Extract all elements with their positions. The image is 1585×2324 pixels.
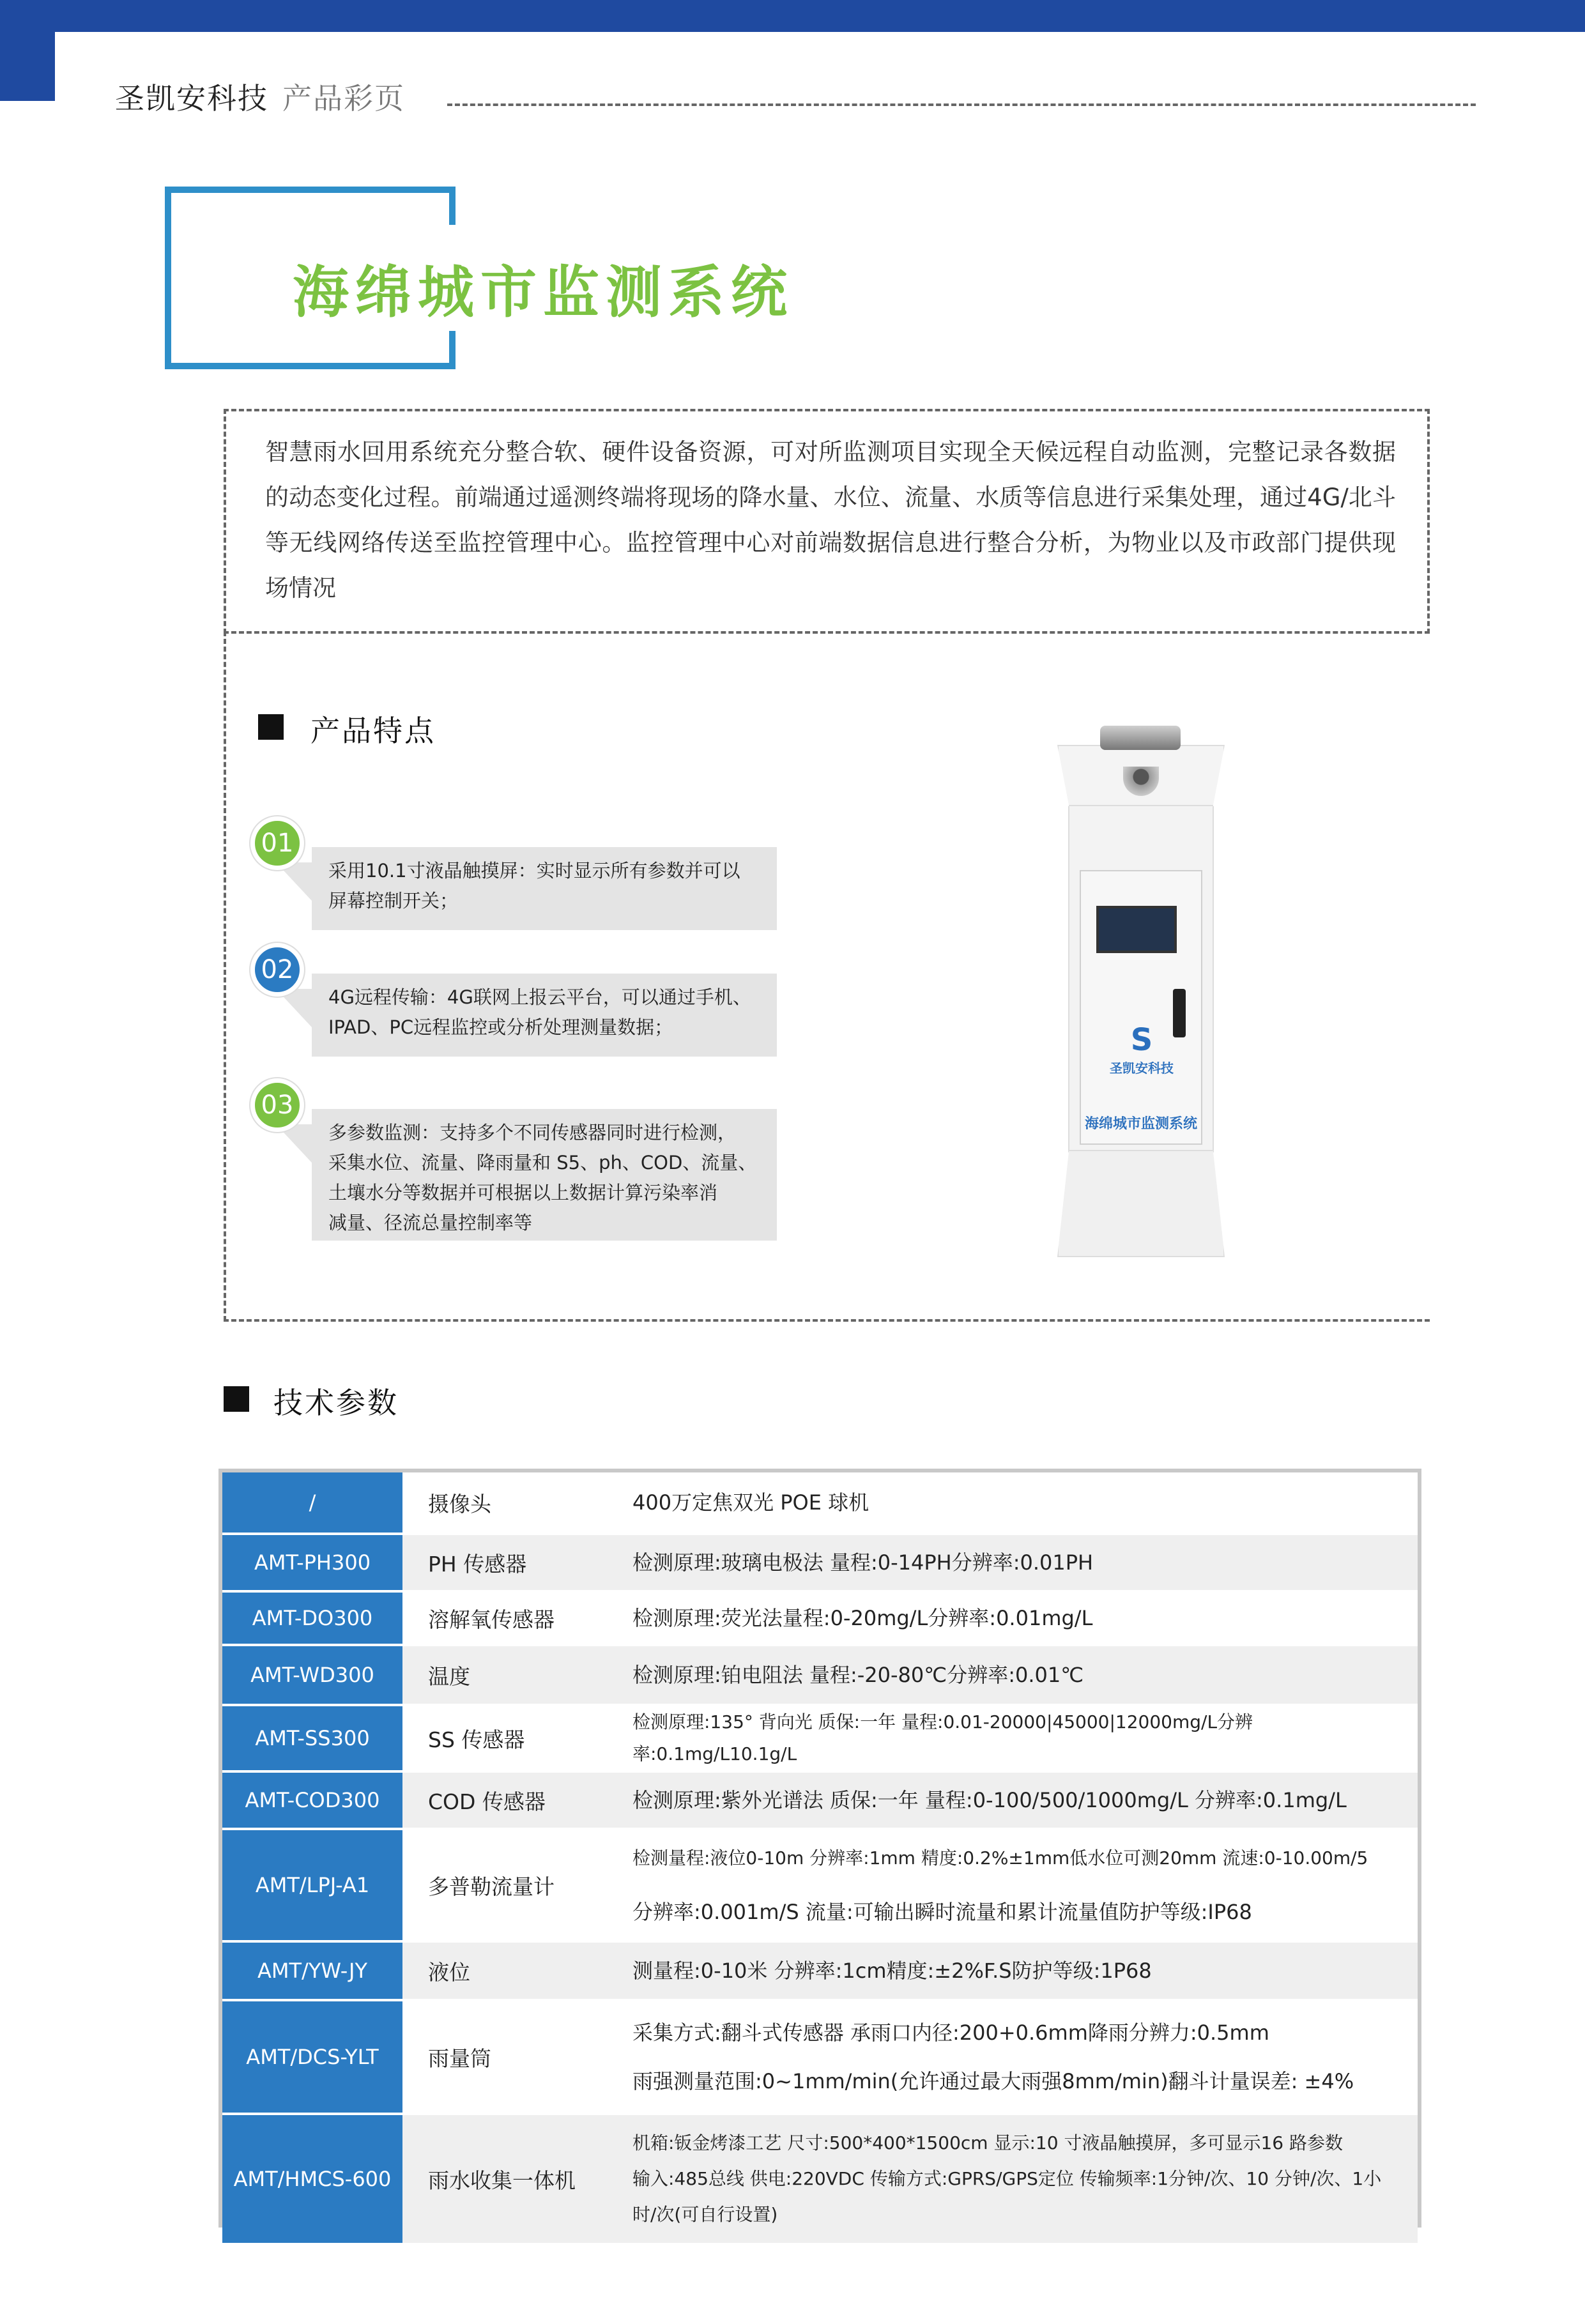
spec-desc: 检测原理:玻璃电极法 量程:0-14PH分辨率:0.01PH (607, 1534, 1418, 1591)
cabinet-handle (1173, 989, 1186, 1037)
features-border-left (224, 631, 226, 1321)
section-name: 产品彩页 (282, 81, 405, 116)
spec-code: AMT-WD300 (222, 1645, 402, 1705)
spec-name: 摄像头 (402, 1472, 607, 1534)
table-row (222, 1472, 1418, 1534)
features-heading: 产品特点 (310, 714, 436, 748)
table-row (222, 1645, 1418, 1705)
feature-02-line-1: 4G远程传输：4G联网上报云平台，可以通过手机、 (328, 986, 751, 1008)
spec-desc-line-2: 雨强测量范围:0~1mm/min(允许通过最大雨强8mm/min)翻斗计量误差: ±4% (632, 2069, 1354, 2093)
spec-code: AMT-COD300 (222, 1771, 402, 1829)
spec-desc-cell (607, 1829, 1418, 1941)
feature-01-line-2: 屏幕控制开关； (328, 890, 459, 912)
top-color-bar (0, 0, 1585, 32)
top-color-tab (0, 0, 55, 101)
spec-name: 多普勒流量计 (402, 1829, 607, 1941)
spec-desc-line-1: 机箱:钣金烤漆工艺 尺寸:500*400*1500cm 显示:10 寸液晶触摸屏，多可显示16 路参数 (632, 2132, 1343, 2153)
spec-name: 液位 (402, 1941, 607, 2000)
spec-desc-cell (607, 2114, 1418, 2244)
spec-desc-line-2: 输入:485总线 供电:220VDC 传输方式:GPRS/GPS定位 传输频率:1分钟/次、10 分钟/次、1小 (632, 2168, 1382, 2189)
cabinet-base (1057, 1150, 1225, 1257)
spec-desc-line-2: 分辨率:0.001m/S 流量:可输出瞬时流量和累计流量值防护等级:IP68 (632, 1900, 1252, 1924)
spec-desc: 检测原理:紫外光谱法 质保:一年 量程:0-100/500/1000mg/L 分辨率:0.1mg/L (607, 1771, 1418, 1829)
feature-card-03 (312, 1109, 777, 1241)
features-heading-marker (258, 714, 284, 740)
title-frame-corner-top (449, 187, 456, 225)
cabinet-label: 海绵城市监测系统 (1084, 1116, 1197, 1132)
table-row (222, 1591, 1418, 1645)
cabinet-sensor-cap (1100, 726, 1181, 750)
cabinet-brand: 圣凯安科技 (1110, 1060, 1174, 1076)
table-row (222, 1941, 1418, 2000)
spec-desc: 检测原理:铂电阻法 量程:-20-80℃分辨率:0.01℃ (607, 1645, 1418, 1705)
feature-card-02 (312, 974, 777, 1057)
table-row (222, 2000, 1418, 2114)
spec-code: AMT/LPJ-A1 (222, 1829, 402, 1941)
spec-name: 溶解氧传感器 (402, 1591, 607, 1645)
spec-name: SS 传感器 (402, 1705, 607, 1771)
header-divider (447, 103, 1476, 106)
feature-01-number: 01 (250, 816, 304, 870)
spec-code: AMT/DCS-YLT (222, 2000, 402, 2114)
spec-code: AMT/HMCS-600 (222, 2114, 402, 2244)
specs-heading: 技术参数 (273, 1386, 399, 1420)
table-row (222, 1534, 1418, 1591)
table-row (222, 1829, 1418, 1941)
spec-name: 雨量筒 (402, 2000, 607, 2114)
brand-name: 圣凯安科技 (115, 81, 268, 116)
intro-divider (224, 631, 1430, 634)
feature-03-line-3: 土壤水分等数据并可根据以上数据计算污染率消 (328, 1182, 718, 1204)
feature-03-line-2: 采集水位、流量、降雨量和 S5、ph、COD、流量、 (328, 1152, 757, 1173)
brand-logo-icon: S (1130, 1022, 1153, 1058)
spec-desc: 检测原理:荧光法量程:0-20mg/L分辨率:0.01mg/L (607, 1591, 1418, 1645)
spec-code: AMT/YW-JY (222, 1941, 402, 2000)
spec-desc-line-1: 检测量程:液位0-10m 分辨率:1mm 精度:0.2%±1mm低水位可测20mm 流速:0-10.00m/5 (632, 1847, 1368, 1869)
feature-card-01 (312, 847, 777, 930)
spec-code: AMT-PH300 (222, 1534, 402, 1591)
spec-name: 温度 (402, 1645, 607, 1705)
features-border-bottom (224, 1319, 1430, 1322)
table-row (222, 2114, 1418, 2244)
spec-desc-line-1: 采集方式:翻斗式传感器 承雨口内径:200+0.6mm降雨分辨力:0.5mm (632, 2021, 1269, 2045)
table-row (222, 1771, 1418, 1829)
intro-paragraph: 智慧雨水回用系统充分整合软、硬件设备资源，可对所监测项目实现全天候远程自动监测，完整记录各数据的动态变化过程。前端通过遥测终端将现场的降水量、水位、流量、水质等信息进行采集处理，通过4G/北斗等无线网络传送至监控管理中心。监控管理中心对前端数据信息进行整合分析，为物业以及市政部门提供现场情况 (265, 438, 1396, 602)
spec-name: COD 传感器 (402, 1771, 607, 1829)
feature-03-number: 03 (250, 1078, 304, 1132)
feature-03-line-4: 减量、径流总量控制率等 (328, 1212, 533, 1234)
title-frame-corner-bottom (449, 331, 456, 369)
cabinet-screen (1096, 906, 1177, 953)
spec-code: AMT-SS300 (222, 1705, 402, 1771)
table-row (222, 1705, 1418, 1771)
spec-desc: 检测原理:135° 背向光 质保:一年 量程:0.01-20000|45000|12000mg/L分辨率:0.1mg/L10.1g/L (607, 1705, 1418, 1771)
spec-code: / (222, 1472, 402, 1534)
spec-desc-line-3: 时/次(可自行设置) (632, 2204, 778, 2225)
spec-code: AMT-DO300 (222, 1591, 402, 1645)
spec-desc: 400万定焦双光 POE 球机 (607, 1472, 1418, 1534)
spec-name: 雨水收集一体机 (402, 2114, 607, 2244)
feature-03-line-1: 多参数监测：支持多个不同传感器同时进行检测， (328, 1122, 737, 1143)
specs-heading-marker (224, 1386, 249, 1412)
spec-desc: 测量程:0-10米 分辨率:1cm精度:±2%F.S防护等级:1P68 (607, 1941, 1418, 2000)
feature-01-line-1: 采用10.1寸液晶触摸屏：实时显示所有参数并可以 (328, 860, 740, 882)
spec-name: PH 传感器 (402, 1534, 607, 1591)
feature-02-number: 02 (250, 943, 304, 997)
specs-table (218, 1469, 1421, 2228)
spec-desc-cell (607, 2000, 1418, 2114)
feature-02-line-2: IPAD、PC远程监控或分析处理测量数据； (328, 1016, 673, 1038)
page-title: 海绵城市监测系统 (293, 259, 794, 325)
